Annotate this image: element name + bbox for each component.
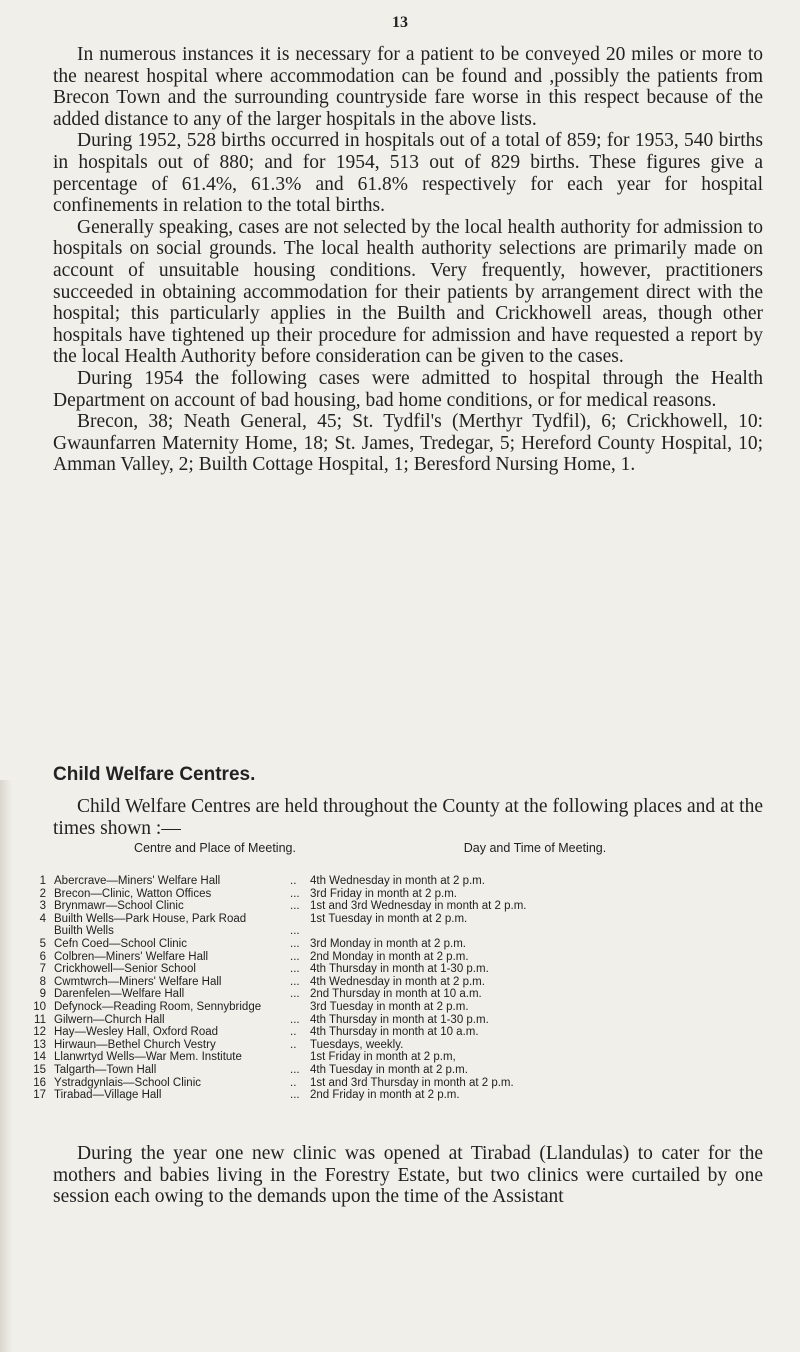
table-row: [30, 888, 770, 901]
table-row: [30, 1077, 770, 1090]
centre-cell: Cefn Coed—School Clinic: [54, 937, 187, 950]
leader-dots: ...: [290, 975, 300, 988]
row-number: 6: [39, 950, 46, 963]
leader-dots: ...: [290, 950, 300, 963]
table-row: [30, 900, 770, 913]
centre-cell: Talgarth—Town Hall: [54, 1063, 157, 1076]
centre-cell: Abercrave—Miners' Welfare Hall: [54, 875, 221, 887]
centre-cell: Llanwrtyd Wells—War Mem. Institute: [54, 1051, 242, 1064]
day-time-cell: 4th Tuesday in month at 2 p.m.: [310, 1063, 468, 1076]
day-time-cell: 1st and 3rd Thursday in month at 2 p.m.: [310, 1076, 514, 1089]
leader-dots: [290, 1051, 310, 1064]
centre-cell: Cwmtwrch—Miners' Welfare Hall: [54, 975, 222, 988]
row-number: 15: [33, 1063, 46, 1076]
leader-dots: ..: [290, 1076, 297, 1089]
paragraph: During the year one new clinic was opened at Tirabad (Llandulas) to cater for the mothers and babies living in the Forestry Estate, but two clinics were curtailed by one session each owing to the demands upon the time of the Assistant: [53, 1143, 763, 1208]
row-number: [30, 925, 54, 938]
row-number: 1: [39, 875, 46, 887]
section-intro: Child Welfare Centres are held throughout the County at the following places and at the times shown :—: [53, 796, 763, 839]
row-number: 11: [34, 1013, 46, 1026]
table-row: [30, 1014, 770, 1027]
day-time-cell: 2nd Thursday in month at 10 a.m.: [310, 988, 482, 1001]
table-row: [30, 938, 770, 951]
centre-cell: Defynock—Reading Room, Sennybridge: [54, 1000, 262, 1013]
row-number: 7: [39, 963, 46, 976]
leader-dots: ...: [290, 887, 300, 900]
table-row: [30, 925, 770, 938]
table-row: [30, 913, 770, 926]
row-number: 17: [33, 1089, 46, 1102]
leader-dots: ...: [290, 1013, 300, 1026]
paragraph: During 1954 the following cases were admitted to hospital through the Health Department on account of bad housing, bad home conditions, or for medical reasons.: [53, 367, 763, 411]
table-row: [30, 1026, 770, 1039]
centre-cell: Tirabad—Village Hall: [54, 1089, 162, 1102]
leader-dots: ..: [290, 1026, 297, 1039]
table-row: [30, 1089, 770, 1102]
paragraph: In numerous instances it is necessary for a patient to be conveyed 20 miles or more to the nearest hospital where accommodation can be found and ,possibly the patients from Brecon Town and the surrounding countryside fare worse in this respect because of the added distance to any of the larger hospitals in the above lists.: [53, 44, 763, 130]
leader-dots: ...: [290, 900, 300, 913]
leader-dots: ...: [290, 1089, 300, 1102]
row-number: 8: [39, 975, 46, 988]
paragraph: Brecon, 38; Neath General, 45; St. Tydfil's (Merthyr Tydfil), 6; Crickhowell, 10: Gwaunfarren Maternity Home, 18; St. James, Tredegar, 5; Hereford County Hospital, 10; Amman Valley, 2; Builth Cottage Hospital, 1; Beresford Nursing Home, 1.: [53, 411, 763, 476]
centre-cell: Builth Wells—Park House, Park Road: [54, 912, 247, 925]
centre-cell: Hay—Wesley Hall, Oxford Road: [54, 1026, 219, 1039]
table-row: [30, 988, 770, 1001]
centre-cell: Gilwern—Church Hall: [54, 1013, 165, 1026]
table-row: [30, 963, 770, 976]
day-time-cell: [310, 925, 770, 938]
table-row: [30, 1064, 770, 1077]
paragraph: During 1952, 528 births occurred in hospitals out of a total of 859; for 1953, 540 births in hospitals out of 880; and for 1954, 513 out of 829 births. These figures give a percentage of 61.4%, 61.3% and 61.8% respectively for each year for hospital confinements in relation to the total births.: [53, 130, 763, 217]
centre-cell: Builth Wells: [54, 925, 114, 938]
day-time-cell: 3rd Monday in month at 2 p.m.: [310, 937, 466, 950]
centre-cell: Hirwaun—Bethel Church Vestry: [54, 1038, 216, 1051]
leader-dots: ...: [290, 925, 300, 938]
day-time-cell: 1st Tuesday in month at 2 p.m.: [310, 912, 468, 925]
centre-cell: Darenfelen—Welfare Hall: [54, 988, 185, 1001]
day-time-cell: 4th Thursday in month at 1-30 p.m.: [310, 963, 489, 976]
row-number: 12: [33, 1026, 46, 1039]
column-header-day: Day and Time of Meeting.: [463, 841, 607, 855]
section-heading: Child Welfare Centres.: [53, 764, 256, 785]
day-time-cell: 4th Wednesday in month at 2 p.m.: [310, 975, 485, 988]
body-text-bottom: [53, 1143, 763, 1208]
paragraph: Generally speaking, cases are not selected by the local health authority for admission to hospitals on social grounds. The local health authority selections are primarily made on account of unsuitable housing conditions. Very frequently, however, practitioners succeeded in obtaining accommodation for their patients by arrangement direct with the hospital; this particularly applies in the Builth and Crickhowell areas, though other hospitals have tightened up their procedure for admission and have requested a report by the local Health Authority before consideration can be given to the cases.: [53, 216, 763, 368]
leader-dots: ...: [290, 963, 300, 976]
leader-dots: ...: [290, 988, 300, 1001]
centre-cell: Colbren—Miners' Welfare Hall: [54, 950, 209, 963]
table-row: [30, 1001, 770, 1014]
leader-dots: ...: [290, 937, 300, 950]
column-header-centre: Centre and Place of Meeting.: [134, 841, 296, 855]
table-row: [30, 875, 770, 888]
row-number: 5: [39, 937, 46, 950]
table-row: [30, 1039, 770, 1052]
day-time-cell: 3rd Friday in month at 2 p.m.: [310, 887, 458, 900]
leader-dots: [290, 1001, 310, 1014]
day-time-cell: 4th Wednesday in month at 2 p.m.: [310, 875, 485, 887]
day-time-cell: 3rd Tuesday in month at 2 p.m.: [310, 1000, 469, 1013]
centres-table: [30, 875, 770, 1102]
leader-dots: ...: [290, 1063, 300, 1076]
day-time-cell: 4th Thursday in month at 10 a.m.: [310, 1026, 479, 1039]
row-number: 10: [33, 1000, 46, 1013]
row-number: 2: [39, 887, 46, 900]
row-number: 16: [33, 1076, 46, 1089]
centre-cell: Brynmawr—School Clinic: [54, 900, 184, 913]
day-time-cell: Tuesdays, weekly.: [310, 1038, 404, 1051]
day-time-cell: 4th Thursday in month at 1-30 p.m.: [310, 1013, 489, 1026]
day-time-cell: 2nd Friday in month at 2 p.m.: [310, 1089, 460, 1102]
centre-cell: Ystradgynlais—School Clinic: [54, 1076, 202, 1089]
row-number: 13: [33, 1038, 46, 1051]
row-number: 4: [39, 912, 46, 925]
table-row: [30, 1051, 770, 1064]
table-row: [30, 951, 770, 964]
row-number: 9: [39, 988, 46, 1001]
page-number: 13: [392, 14, 408, 31]
row-number: 14: [33, 1051, 46, 1064]
day-time-cell: 1st Friday in month at 2 p.m,: [310, 1051, 456, 1064]
day-time-cell: 2nd Monday in month at 2 p.m.: [310, 950, 469, 963]
page-edge-shadow: [0, 780, 12, 1352]
section-intro-block: [53, 796, 763, 839]
leader-dots: ..: [290, 1038, 297, 1051]
row-number: 3: [39, 900, 46, 913]
leader-dots: [290, 913, 310, 926]
centre-cell: Brecon—Clinic, Watton Offices: [54, 887, 212, 900]
table-row: [30, 976, 770, 989]
centre-cell: Crickhowell—Senior School: [54, 963, 196, 976]
day-time-cell: 1st and 3rd Wednesday in month at 2 p.m.: [310, 900, 527, 913]
body-text-top: [53, 44, 763, 476]
leader-dots: ..: [290, 875, 297, 887]
